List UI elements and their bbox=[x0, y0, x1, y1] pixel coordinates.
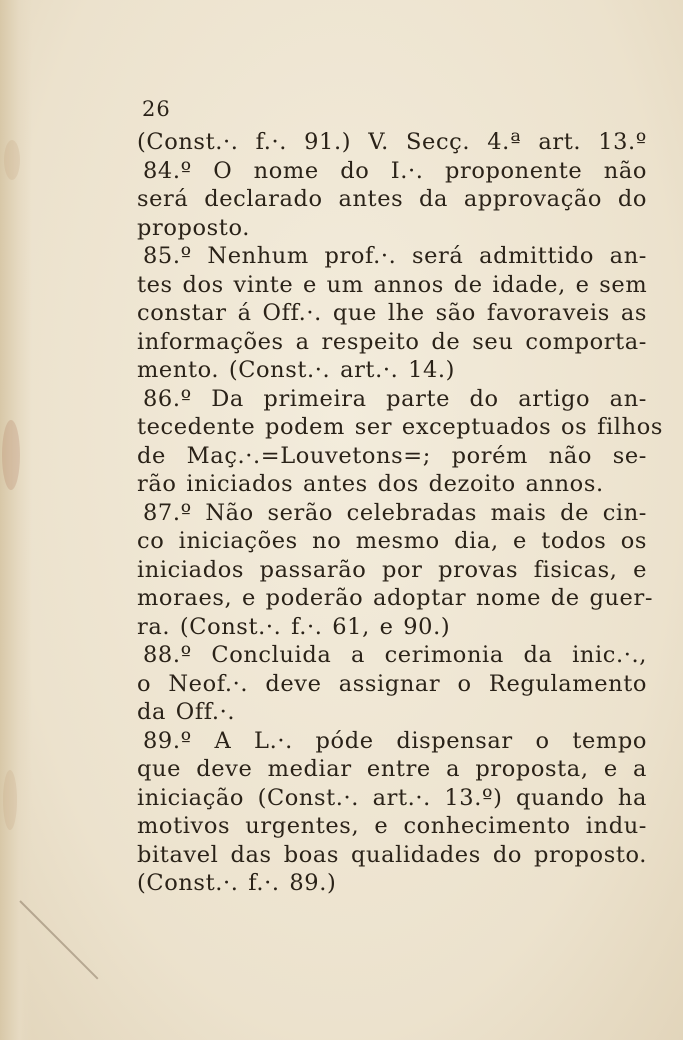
paper-stain bbox=[4, 140, 20, 180]
text-line: será declarado antes da approvação do bbox=[137, 186, 647, 212]
text-line: 86.º Da primeira parte do artigo an- bbox=[143, 385, 647, 412]
text-line: que deve mediar entre a proposta, e a bbox=[137, 756, 647, 782]
text-line: rão iniciados antes dos dezoito annos. bbox=[137, 471, 604, 497]
text-line: proposto. bbox=[137, 214, 250, 241]
text-line: (Const.·. f.·. 91.) V. Secç. 4.ª art. 13.º bbox=[137, 129, 647, 155]
text-line: de Maç.·.=Louvetons=; porém não se- bbox=[137, 442, 647, 469]
text-line: moraes, e poderão adoptar nome de guer- bbox=[137, 585, 654, 611]
text-line: 89.º A L.·. póde dispensar o tempo bbox=[143, 727, 647, 754]
text-line: tes dos vinte e um annos de idade, e sem bbox=[137, 271, 648, 298]
page-number: 26 bbox=[142, 97, 171, 121]
text-line: (Const.·. f.·. 89.) bbox=[137, 870, 337, 896]
text-line: iniciação (Const.·. art.·. 13.º) quando ha bbox=[137, 784, 647, 811]
text-line: mento. (Const.·. art.·. 14.) bbox=[137, 357, 456, 383]
text-line: informações a respeito de seu comporta- bbox=[137, 328, 647, 355]
text-line: motivos urgentes, e conhecimento indu- bbox=[137, 813, 647, 839]
text-line: 88.º Concluida a cerimonia da inic.·., bbox=[143, 642, 647, 668]
paper-stain bbox=[3, 770, 17, 830]
text-line: da Off.·. bbox=[137, 699, 236, 725]
text-line: bitavel das boas qualidades do proposto. bbox=[137, 841, 647, 868]
text-line: o Neof.·. deve assignar o Regulamento bbox=[137, 670, 647, 697]
text-line: constar á Off.·. que lhe são favoraveis as bbox=[137, 300, 647, 326]
text-line: ra. (Const.·. f.·. 61, e 90.) bbox=[137, 613, 451, 640]
text-line: 85.º Nenhum prof.·. será admittido an- bbox=[143, 243, 647, 269]
text-line: co iniciações no mesmo dia, e todos os bbox=[137, 528, 647, 554]
text-line: 87.º Não serão celebradas mais de cin- bbox=[143, 499, 647, 526]
text-line: tecedente podem ser exceptuados os filhos bbox=[137, 414, 663, 440]
text-line: iniciados passarão por provas fisicas, e bbox=[137, 556, 647, 583]
body-text bbox=[137, 128, 663, 898]
text-line: 84.º O nome do I.·. proponente não bbox=[143, 157, 647, 184]
paper-stain bbox=[2, 420, 20, 490]
